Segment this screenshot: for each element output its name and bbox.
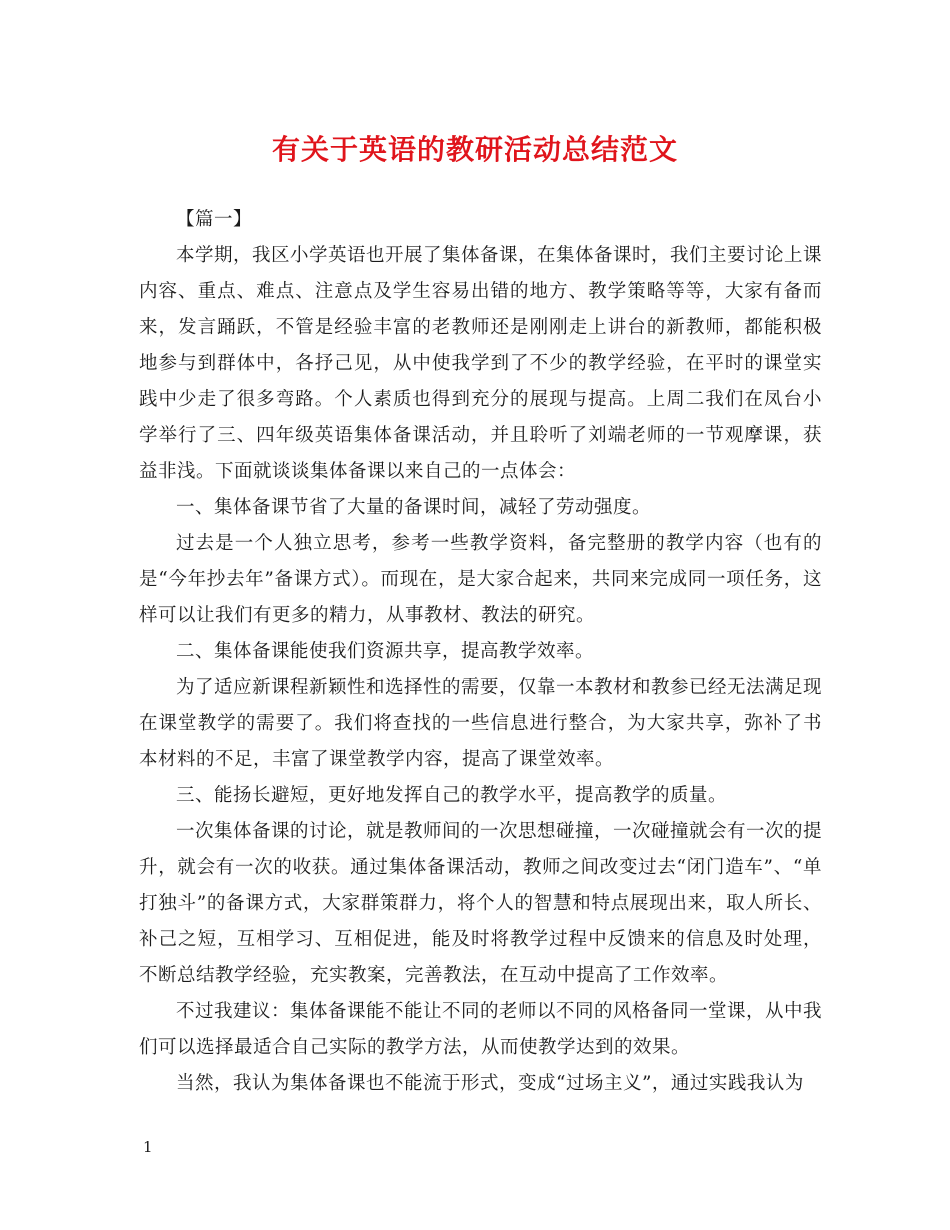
document-title: 有关于英语的教研活动总结范文 <box>271 133 678 166</box>
document-body <box>139 202 822 1102</box>
paragraph-point-two-heading: 二、集体备课能使我们资源共享，提高教学效率。 <box>176 641 595 662</box>
paragraph-point-three-body: 一次集体备课的讨论，就是教师间的一次思想碰撞，一次碰撞就会有一次的提升，就会有一次的收获。通过集体备课活动，教师之间改变过去“闭门造车”、“单打独斗”的备课方式，大家群策群力，将个人的智慧和特点展现出来，取人所长、补己之短，互相学习、互相促进，能及时将教学过程中反馈来的信息及时处理，不断总结教学经验，充实教案，完善教法，在互动中提高了工作效率。 <box>139 821 823 986</box>
paragraph-point-one-body: 过去是一个人独立思考，参考一些教学资料，备完整册的教学内容（也有的是“今年抄去年”备课方式）。而现在，是大家合起来，共同来完成同一项任务，这样可以让我们有更多的精力，从事教材、教法的研究。 <box>139 533 822 626</box>
paragraph-intro: 本学期，我区小学英语也开展了集体备课，在集体备课时，我们主要讨论上课内容、重点、难点、注意点及学生容易出错的地方、教学策略等等，大家有备而来，发言踊跃，不管是经验丰富的老教师还是刚刚走上讲台的新教师，都能积极地参与到群体中，各抒己见，从中使我学到了不少的教学经验，在平时的课堂实践中少走了很多弯路。个人素质也得到充分的展现与提高。上周二我们在凤台小学举行了三、四年级英语集体备课活动，并且聆听了刘端老师的一节观摩课，获益非浅。下面就谈谈集体备课以来自己的一点体会： <box>139 245 823 482</box>
paragraph-point-two-body: 为了适应新课程新颖性和选择性的需要，仅靠一本教材和教参已经无法满足现在课堂教学的需要了。我们将查找的一些信息进行整合，为大家共享，弥补了书本材料的不足，丰富了课堂教学内容，提高了课堂效率。 <box>139 677 823 770</box>
paragraph-point-three-heading: 三、能扬长避短，更好地发挥自己的教学水平，提高教学的质量。 <box>176 785 728 806</box>
section-label: 【篇一】 <box>176 209 253 230</box>
paragraph-point-one-heading: 一、集体备课节省了大量的备课时间，减轻了劳动强度。 <box>176 497 652 518</box>
paragraph-conclusion: 当然，我认为集体备课也不能流于形式，变成“过场主义”，通过实践我认为 <box>176 1073 804 1094</box>
paragraph-suggestion: 不过我建议：集体备课能不能让不同的老师以不同的风格备同一堂课，从中我们可以选择最适合自己实际的教学方法，从而使教学达到的效果。 <box>139 1001 823 1058</box>
page-number: 1 <box>143 1138 153 1156</box>
